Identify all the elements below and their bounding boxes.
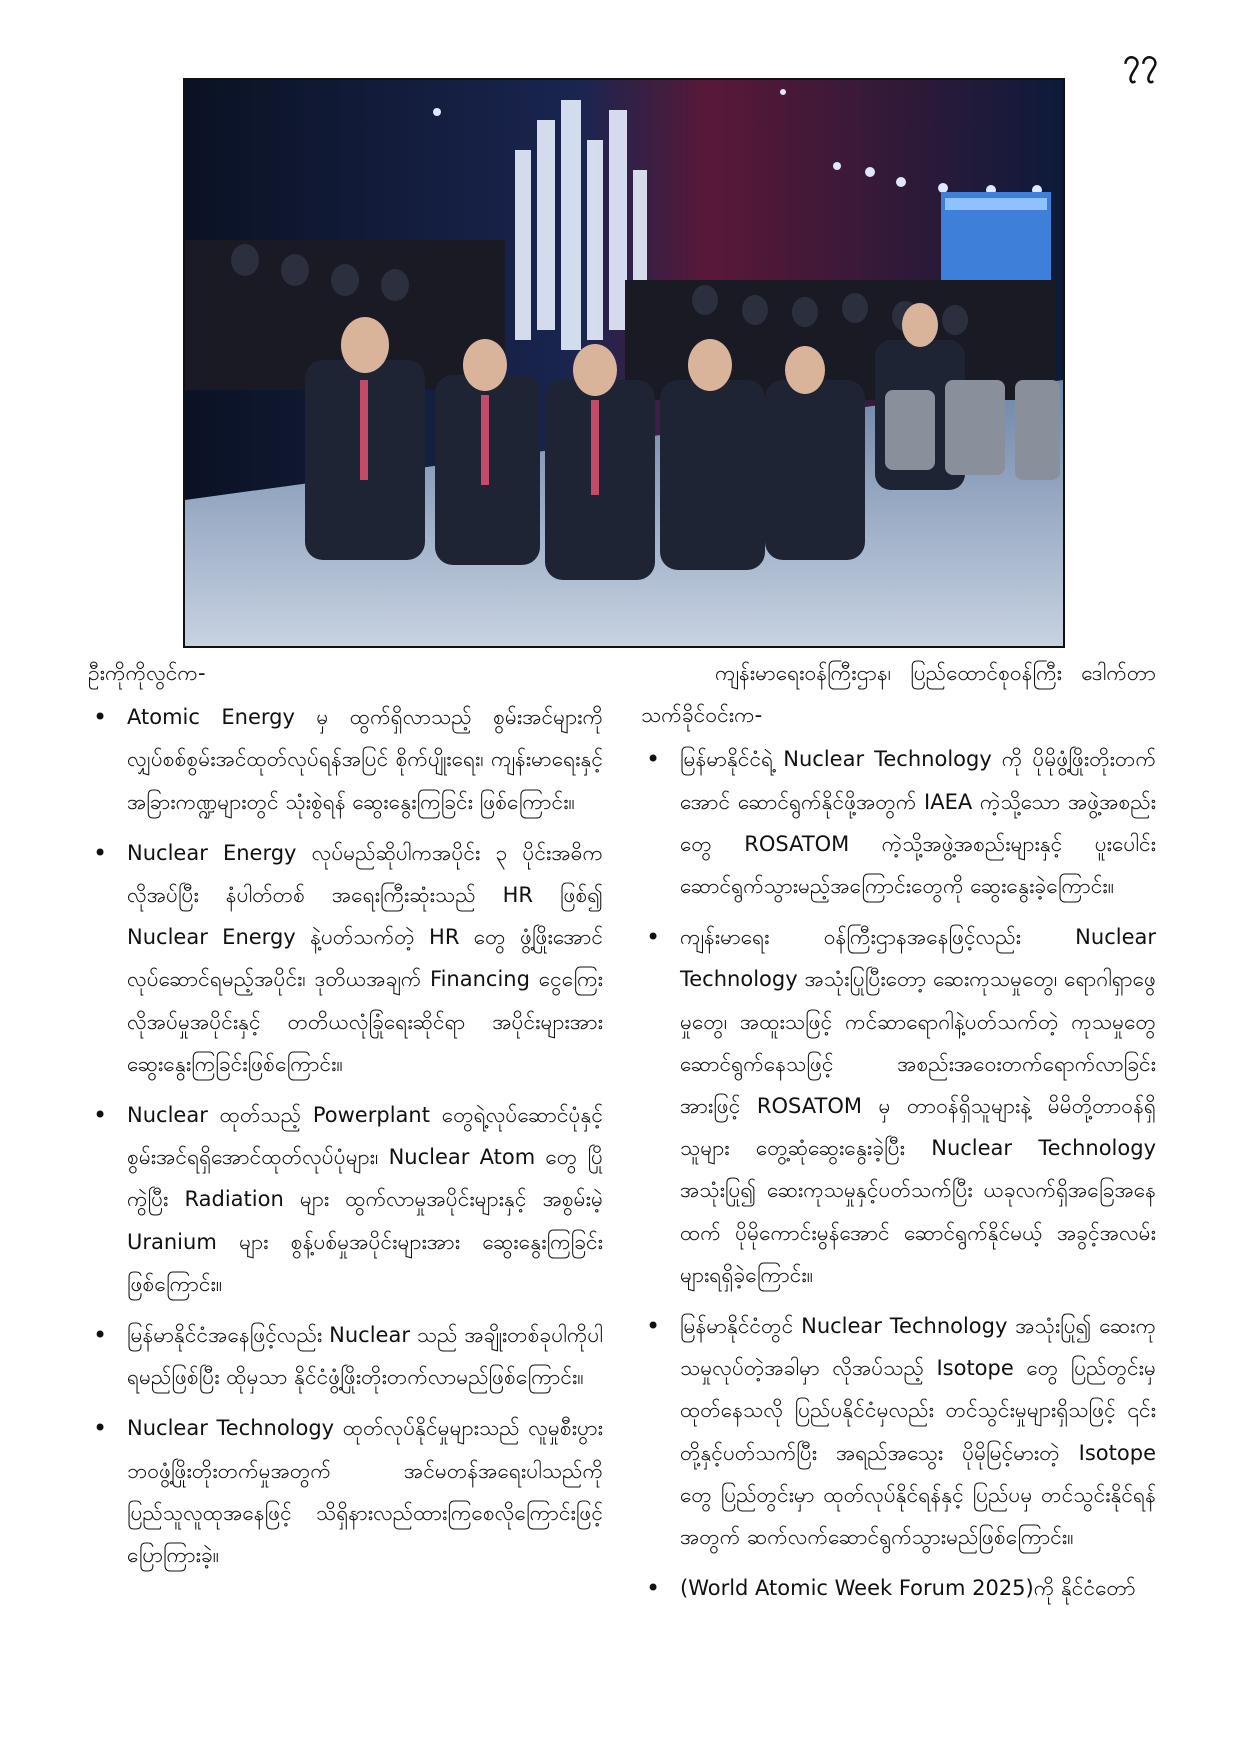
left-column: [88, 652, 603, 1585]
list-item: • Nuclear Energy လုပ်မည်ဆိုပါကအပိုင်း ၃ ပိုင်းအဓိကလိုအပ်ပြီး နံပါတ်တစ် အရေးကြီးဆုံးသည် HR ဖြစ်၍ Nuclear Energy နဲ့ပတ်သက်တဲ့ HR တွေ ဖွံ့ဖြိုးအောင် လုပ်ဆောင်ရမည့်အပိုင်း၊ ဒုတိယအချက် Financing ငွေကြေးလိုအပ်မှုအပိုင်းနှင့် တတိယလုံခြုံရေးဆိုင်ရာ အပိုင်းများအား ဆွေးနွေးကြခြင်းဖြစ်ကြောင်း။: [88, 832, 603, 1085]
list-item: • Nuclear Technology ထုတ်လုပ်နိုင်မှုများသည် လူမှုစီးပွားဘဝဖွံ့ဖြိုးတိုးတက်မှုအတွက် အင်မတန်အရေးပါသည်ကို ပြည်သူလူထုအနေဖြင့် သိရှိနားလည်ထားကြစေလိုကြောင်းဖြင့် ပြောကြားခဲ့။: [88, 1407, 603, 1576]
bullet-list: [641, 738, 1156, 1609]
list-item: • ကျန်းမာရေး ဝန်ကြီးဌာနအနေဖြင့်လည်း Nuclear Technology အသုံးပြုပြီးတော့ ဆေးကုသမှုတွေ၊ ရောဂါရှာဖွေမှုတွေ၊ အထူးသဖြင့် ကင်ဆာရောဂါနဲ့ပတ်သက်တဲ့ ကုသမှုတွေ ဆောင်ရွက်နေသဖြင့် အစည်းအဝေးတက်ရောက်လာခြင်းအားဖြင့် ROSATOM မှ တာဝန်ရှိသူများနဲ့ မိမိတို့တာဝန်ရှိသူများ တွေ့ဆုံဆွေးနွေးခဲ့ပြီး Nuclear Technology အသုံးပြု၍ ဆေးကုသမှုနှင့်ပတ်သက်ပြီး ယခုလက်ရှိအခြေအနေထက် ပိုမိုကောင်းမွန်အောင် ဆောင်ရွက်နိုင်မယ့် အခွင့်အလမ်းများရရှိခဲ့ကြောင်း။: [641, 916, 1156, 1296]
list-item: • Atomic Energy မှ ထွက်ရှိလာသည့် စွမ်းအင်များကို လျှပ်စစ်စွမ်းအင်ထုတ်လုပ်ရန်အပြင် စိုက်ပျိုးရေး၊ ကျန်းမာရေးနှင့် အခြားကဏ္ဍများတွင် သုံးစွဲရန် ဆွေးနွေးကြခြင်း ဖြစ်ကြောင်း။: [88, 696, 603, 823]
list-item: • မြန်မာနိုင်ငံတွင် Nuclear Technology အသုံးပြု၍ ဆေးကုသမှုလုပ်တဲ့အခါမှာ လိုအပ်သည့် Isotope တွေ ပြည်တွင်းမှထုတ်နေသလို ပြည်ပနိုင်ငံမှလည်း တင်သွင်းမှုများရှိသဖြင့် ၎င်းတို့နှင့်ပတ်သက်ပြီး အရည်အသွေး ပိုမိုမြင့်မားတဲ့ Isotope တွေ ပြည်တွင်းမှာ ထုတ်လုပ်နိုင်ရန်နှင့် ပြည်ပမှ တင်သွင်းနိုင်ရန်အတွက် ဆက်လက်ဆောင်ရွက်သွားမည်ဖြစ်ကြောင်း။: [641, 1305, 1156, 1558]
list-item: • (World Atomic Week Forum 2025)ကို နိုင်ငံတော်: [641, 1567, 1156, 1609]
speaker-heading: ကျန်းမာရေးဝန်ကြီးဌာန၊ ပြည်ထောင်စုဝန်ကြီး ဒေါက်တာသက်ခိုင်ဝင်းက-: [641, 661, 1156, 728]
list-item: • Nuclear ထုတ်သည့် Powerplant တွေရဲ့လုပ်ဆောင်ပုံနှင့် စွမ်းအင်ရရှိအောင်ထုတ်လုပ်ပုံများ၊ Nuclear Atom တွေ ပြိုကွဲပြီး Radiation များ ထွက်လာမှုအပိုင်းများနှင့် အစွမ်းမဲ့ Uranium များ စွန့်ပစ်မှုအပိုင်းများအား ဆွေးနွေးကြခြင်းဖြစ်ကြောင်း။: [88, 1094, 603, 1305]
right-column: [641, 652, 1156, 1618]
conference-photo: [183, 78, 1065, 648]
list-item: • မြန်မာနိုင်ငံရဲ့ Nuclear Technology ကို ပိုမိုဖွံ့ဖြိုးတိုးတက်အောင် ဆောင်ရွက်နိုင်ဖို့အတွက် IAEA ကဲ့သို့သော အဖွဲ့အစည်းတွေ ROSATOM ကဲ့သို့အဖွဲ့အစည်းများနှင့် ပူးပေါင်းဆောင်ရွက်သွားမည့်အကြောင်းတွေကို ဆွေးနွေးခဲ့ကြောင်း။: [641, 738, 1156, 907]
speaker-heading: ဦးကိုကိုလွင်က-: [88, 661, 206, 685]
page-number: ၇၇: [1123, 43, 1159, 78]
conference-photo-art: [185, 80, 1063, 646]
list-item: • မြန်မာနိုင်ငံအနေဖြင့်လည်း Nuclear သည် အချိုးတစ်ခုပါကိုပါရမည်ဖြစ်ပြီး ထိုမှသာ နိုင်ငံဖွံ့ဖြိုးတိုးတက်လာမည်ဖြစ်ကြောင်း။: [88, 1314, 603, 1398]
bullet-list: [88, 696, 603, 1576]
